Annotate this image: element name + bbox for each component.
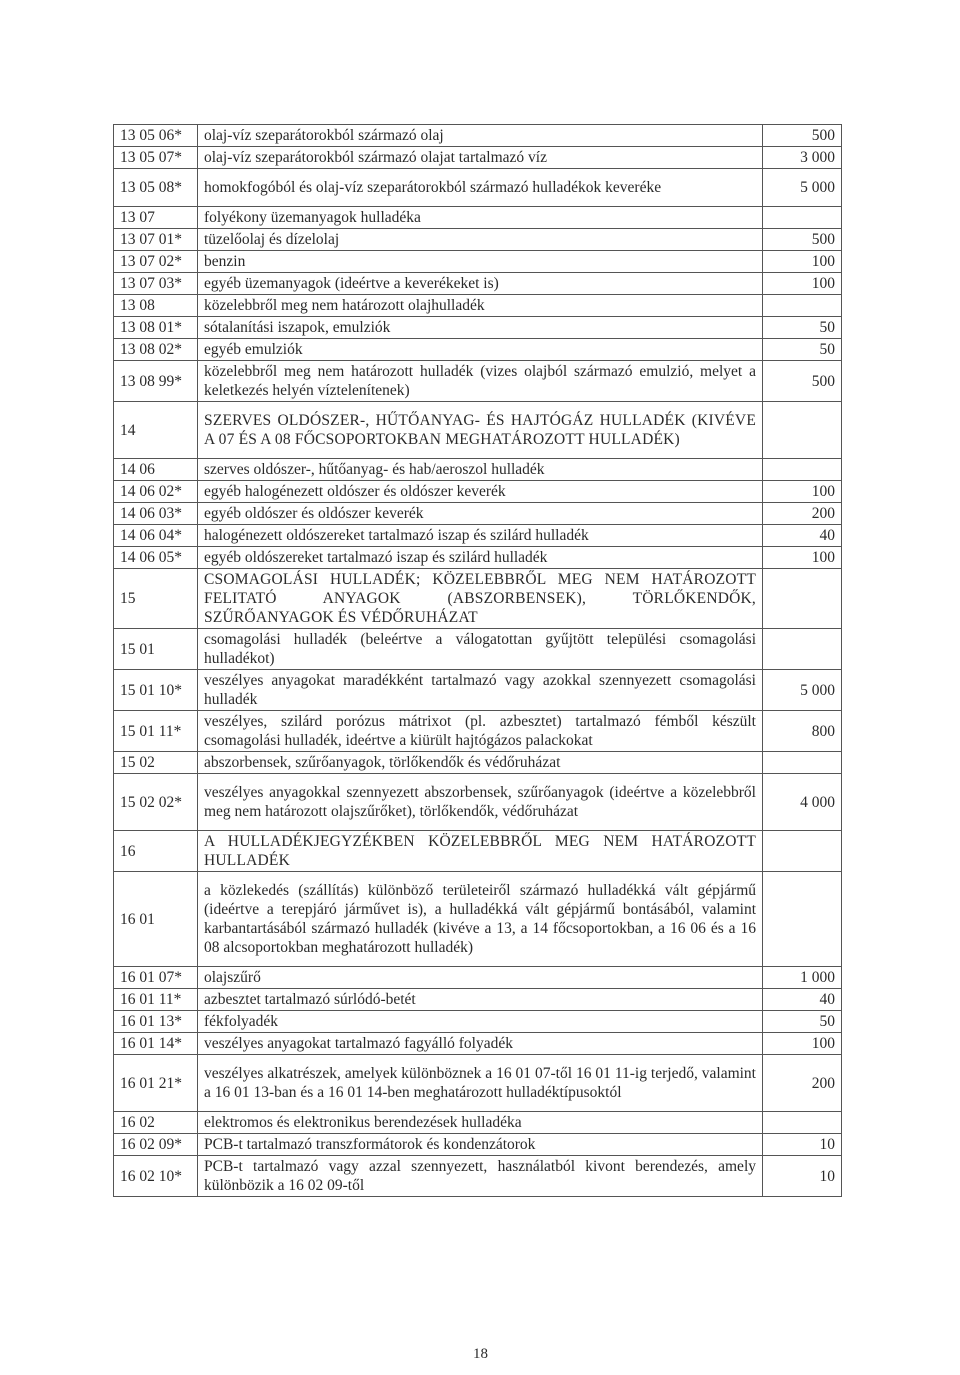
cell-desc: SZERVES OLDÓSZER-, HŰTŐANYAG- ÉS HAJTÓGÁZ HULLADÉK (KIVÉVE A 07 ÉS A 08 FŐCSOPORTOKBAN MEGHATÁROZOTT HULLADÉK) <box>198 402 763 459</box>
table-body <box>114 125 842 1197</box>
cell-desc: a közlekedés (szállítás) különböző területeiről származó hulladékká vált gépjármű (ideértve a terepjáró járművet is), a hulladékká vált gépjármű bontásából, valamint karbantartásából származó hulladék (kivéve a 13, a 14 főcsoportokban, a 16 06 és a 16 08 alcsoportokban meghatározott hulladék) <box>198 872 763 967</box>
cell-qty: 100 <box>763 1033 842 1055</box>
table-row <box>114 273 842 295</box>
table-row <box>114 629 842 670</box>
table-row <box>114 459 842 481</box>
cell-code: 15 02 02* <box>114 774 198 831</box>
cell-qty <box>763 752 842 774</box>
cell-code: 13 05 06* <box>114 125 198 147</box>
cell-code: 16 02 10* <box>114 1156 198 1197</box>
cell-code: 15 01 <box>114 629 198 670</box>
table-row <box>114 1033 842 1055</box>
cell-code: 13 05 07* <box>114 147 198 169</box>
cell-desc: benzin <box>198 251 763 273</box>
cell-desc: egyéb emulziók <box>198 339 763 361</box>
cell-qty: 200 <box>763 1055 842 1112</box>
table-row <box>114 711 842 752</box>
cell-desc: CSOMAGOLÁSI HULLADÉK; KÖZELEBBRŐL MEG NEM HATÁROZOTT FELITATÓ ANYAGOK (ABSZORBENSEK), TÖRLŐKENDŐK, SZŰRŐANYAGOK ÉS VÉDŐRUHÁZAT <box>198 569 763 629</box>
cell-qty: 5 000 <box>763 169 842 207</box>
table-row <box>114 207 842 229</box>
cell-code: 15 <box>114 569 198 629</box>
cell-code: 16 02 09* <box>114 1134 198 1156</box>
cell-code: 16 01 14* <box>114 1033 198 1055</box>
cell-code: 16 <box>114 831 198 872</box>
cell-code: 15 01 10* <box>114 670 198 711</box>
table-row <box>114 831 842 872</box>
cell-qty: 40 <box>763 525 842 547</box>
cell-code: 16 02 <box>114 1112 198 1134</box>
cell-desc: szerves oldószer-, hűtőanyag- és hab/aeroszol hulladék <box>198 459 763 481</box>
cell-code: 16 01 21* <box>114 1055 198 1112</box>
cell-code: 13 07 03* <box>114 273 198 295</box>
cell-code: 15 01 11* <box>114 711 198 752</box>
cell-code: 14 06 02* <box>114 481 198 503</box>
cell-code: 14 <box>114 402 198 459</box>
cell-desc: egyéb oldószereket tartalmazó iszap és szilárd hulladék <box>198 547 763 569</box>
table-row <box>114 1011 842 1033</box>
cell-qty <box>763 295 842 317</box>
cell-desc: PCB-t tartalmazó vagy azzal szennyezett, használatból kivont berendezés, amely különbözik a 16 02 09-től <box>198 1156 763 1197</box>
table-row <box>114 1156 842 1197</box>
cell-qty: 500 <box>763 229 842 251</box>
cell-desc: PCB-t tartalmazó transzformátorok és kondenzátorok <box>198 1134 763 1156</box>
cell-desc: egyéb oldószer és oldószer keverék <box>198 503 763 525</box>
cell-qty: 800 <box>763 711 842 752</box>
table-row <box>114 481 842 503</box>
cell-code: 13 05 08* <box>114 169 198 207</box>
cell-desc: tüzelőolaj és dízelolaj <box>198 229 763 251</box>
cell-qty: 4 000 <box>763 774 842 831</box>
cell-code: 13 08 99* <box>114 361 198 402</box>
cell-qty: 1 000 <box>763 967 842 989</box>
cell-desc: veszélyes, szilárd porózus mátrixot (pl. azbesztet) tartalmazó fémből készült csomagolási hulladék, ideértve a kiürült hajtógázos palackokat <box>198 711 763 752</box>
cell-qty <box>763 1112 842 1134</box>
cell-code: 14 06 04* <box>114 525 198 547</box>
cell-code: 13 07 01* <box>114 229 198 251</box>
cell-desc: csomagolási hulladék (beleértve a válogatottan gyűjtött települési csomagolási hulladékot) <box>198 629 763 670</box>
table-row <box>114 1112 842 1134</box>
table-row <box>114 147 842 169</box>
cell-desc: közelebbről meg nem határozott olajhulladék <box>198 295 763 317</box>
table-row <box>114 295 842 317</box>
cell-desc: azbesztet tartalmazó súrlódó-betét <box>198 989 763 1011</box>
table-row <box>114 525 842 547</box>
table-row <box>114 169 842 207</box>
table-row <box>114 547 842 569</box>
table-row <box>114 967 842 989</box>
cell-qty: 50 <box>763 317 842 339</box>
waste-code-table <box>113 124 842 1197</box>
cell-code: 16 01 11* <box>114 989 198 1011</box>
cell-qty: 10 <box>763 1134 842 1156</box>
cell-qty <box>763 831 842 872</box>
cell-code: 14 06 03* <box>114 503 198 525</box>
cell-desc: abszorbensek, szűrőanyagok, törlőkendők és védőruházat <box>198 752 763 774</box>
cell-qty: 200 <box>763 503 842 525</box>
cell-qty <box>763 207 842 229</box>
table-row <box>114 361 842 402</box>
cell-code: 14 06 <box>114 459 198 481</box>
cell-code: 13 07 <box>114 207 198 229</box>
cell-desc: A HULLADÉKJEGYZÉKBEN KÖZELEBBRŐL MEG NEM HATÁROZOTT HULLADÉK <box>198 831 763 872</box>
cell-code: 13 08 02* <box>114 339 198 361</box>
cell-desc: veszélyes alkatrészek, amelyek különböznek a 16 01 07-től 16 01 11-ig terjedő, valamint a 16 01 13-ban és a 16 01 14-ben meghatározott hulladéktípusoktól <box>198 1055 763 1112</box>
cell-code: 16 01 07* <box>114 967 198 989</box>
cell-code: 14 06 05* <box>114 547 198 569</box>
cell-qty: 100 <box>763 251 842 273</box>
cell-qty: 500 <box>763 361 842 402</box>
page-number: 18 <box>473 1346 488 1362</box>
table-row <box>114 569 842 629</box>
cell-qty: 10 <box>763 1156 842 1197</box>
cell-desc: fékfolyadék <box>198 1011 763 1033</box>
cell-desc: egyéb halogénezett oldószer és oldószer keverék <box>198 481 763 503</box>
cell-desc: homokfogóból és olaj-víz szeparátorokból származó hulladékok keveréke <box>198 169 763 207</box>
table-row <box>114 774 842 831</box>
cell-code: 16 01 <box>114 872 198 967</box>
table-row <box>114 339 842 361</box>
cell-qty: 3 000 <box>763 147 842 169</box>
cell-qty: 5 000 <box>763 670 842 711</box>
table-row <box>114 670 842 711</box>
cell-code: 13 07 02* <box>114 251 198 273</box>
cell-desc: sótalanítási iszapok, emulziók <box>198 317 763 339</box>
cell-code: 13 08 01* <box>114 317 198 339</box>
table-row <box>114 317 842 339</box>
cell-qty <box>763 872 842 967</box>
table-row <box>114 1055 842 1112</box>
table-row <box>114 872 842 967</box>
cell-desc: folyékony üzemanyagok hulladéka <box>198 207 763 229</box>
table-row <box>114 503 842 525</box>
cell-code: 15 02 <box>114 752 198 774</box>
cell-qty: 50 <box>763 339 842 361</box>
cell-qty: 500 <box>763 125 842 147</box>
table-row <box>114 402 842 459</box>
cell-desc: olajszűrő <box>198 967 763 989</box>
cell-desc: elektromos és elektronikus berendezések hulladéka <box>198 1112 763 1134</box>
cell-code: 13 08 <box>114 295 198 317</box>
cell-qty: 100 <box>763 481 842 503</box>
cell-qty: 100 <box>763 273 842 295</box>
cell-qty <box>763 402 842 459</box>
cell-desc: közelebbről meg nem határozott hulladék (vizes olajból származó emulzió, melyet a keletkezés helyén víztelenítenek) <box>198 361 763 402</box>
cell-qty <box>763 459 842 481</box>
cell-desc: olaj-víz szeparátorokból származó olaj <box>198 125 763 147</box>
cell-qty: 40 <box>763 989 842 1011</box>
table-row <box>114 752 842 774</box>
cell-desc: olaj-víz szeparátorokból származó olajat tartalmazó víz <box>198 147 763 169</box>
cell-qty: 50 <box>763 1011 842 1033</box>
table-row <box>114 989 842 1011</box>
table-row <box>114 229 842 251</box>
cell-desc: egyéb üzemanyagok (ideértve a keverékeket is) <box>198 273 763 295</box>
cell-desc: veszélyes anyagokat maradékként tartalmazó vagy azokkal szennyezett csomagolási hulladék <box>198 670 763 711</box>
cell-desc: veszélyes anyagokkal szennyezett abszorbensek, szűrőanyagok (ideértve a közelebbről meg nem határozott olajszűrőket), törlőkendők, védőruházat <box>198 774 763 831</box>
cell-qty: 100 <box>763 547 842 569</box>
cell-desc: veszélyes anyagokat tartalmazó fagyálló folyadék <box>198 1033 763 1055</box>
cell-desc: halogénezett oldószereket tartalmazó iszap és szilárd hulladék <box>198 525 763 547</box>
cell-qty <box>763 629 842 670</box>
table-row <box>114 125 842 147</box>
table-row <box>114 1134 842 1156</box>
cell-qty <box>763 569 842 629</box>
cell-code: 16 01 13* <box>114 1011 198 1033</box>
table-row <box>114 251 842 273</box>
